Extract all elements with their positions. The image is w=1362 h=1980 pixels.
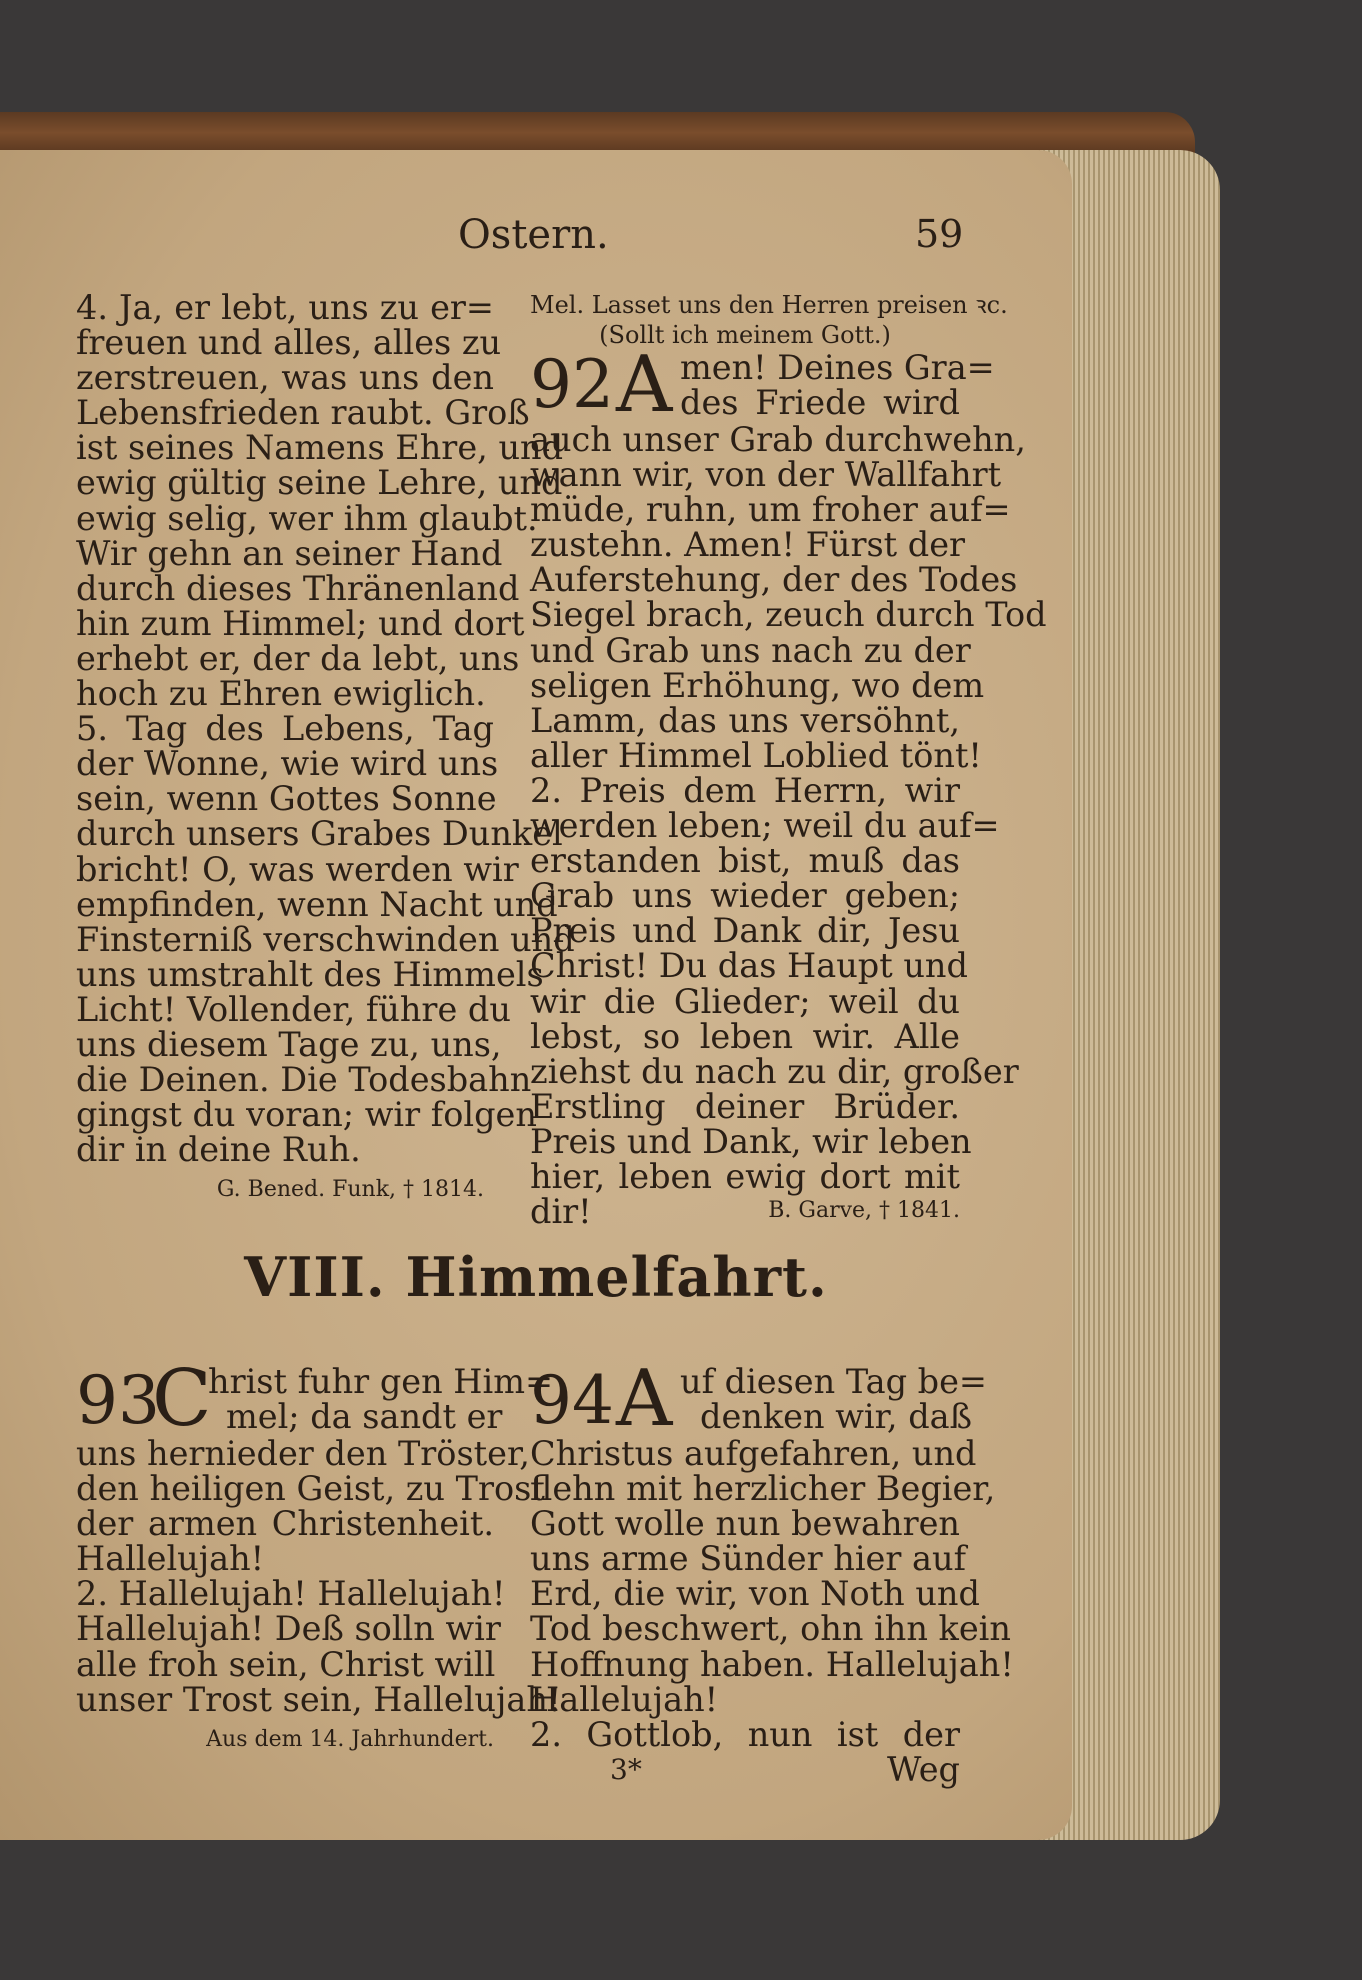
text-line: Erd, die wir, von Noth und xyxy=(530,1574,980,1614)
section-heading: VIII. Himmelfahrt. xyxy=(244,1245,828,1309)
hymn-94-opening xyxy=(530,1354,987,1444)
text-line: men! Deines Gra= xyxy=(680,348,995,387)
text-line: flehn mit herzlicher Begier, xyxy=(530,1469,996,1509)
text-line: aller Himmel Loblied tönt! xyxy=(530,735,982,775)
signature-mark: 3* xyxy=(610,1752,642,1786)
text-line: Hoffnung haben. Hallelujah! xyxy=(530,1644,1014,1684)
text-line: Preis und Dank dir, Jesu xyxy=(530,911,960,951)
text-line: mel; da sandt er xyxy=(226,1397,503,1437)
text-line: uns arme Sünder hier auf xyxy=(530,1539,966,1579)
text-line: der armen Christenheit. xyxy=(76,1504,494,1544)
hymn-92-opening xyxy=(530,340,995,430)
text-line: des Friede wird xyxy=(680,383,960,423)
drop-initial: A xyxy=(616,340,673,430)
text-line: und Grab uns nach zu der xyxy=(530,630,971,670)
hymn-93-text xyxy=(76,1434,562,1719)
author-signature: B. Garve, † 1841. xyxy=(768,1198,960,1224)
hymn-94-text xyxy=(530,1434,1014,1754)
text-line: 2. Hallelujah! Hallelujah! xyxy=(76,1574,506,1614)
text-line: werden leben; weil du auf= xyxy=(530,806,1000,846)
text-line: durch dieses Thränenland xyxy=(76,568,520,608)
hymn-93 xyxy=(76,1354,562,1757)
hymn-number: 92 xyxy=(530,346,614,423)
text-line: Christ! Du das Haupt und xyxy=(530,946,968,986)
text-line: Christus aufgefahren, und xyxy=(530,1434,977,1473)
text-line: durch unsers Grabes Dunkel xyxy=(76,814,563,854)
hymn-number: 94 xyxy=(530,1362,614,1439)
catchword: Weg xyxy=(887,1749,960,1789)
text-line: ewig gültig seine Lehre, und xyxy=(76,463,563,503)
melody-alternate: (Sollt ich meinem Gott.) xyxy=(599,321,891,349)
book-page xyxy=(0,150,1072,1840)
text-line: erhebt er, der da lebt, uns xyxy=(76,638,520,678)
text-line: Lamm, das uns versöhnt, xyxy=(530,700,960,740)
text-line: bricht! O, was werden wir xyxy=(76,849,519,889)
text-line: 2. Gottlob, nun ist der xyxy=(530,1714,960,1754)
text-line: Auferstehung, der des Todes xyxy=(530,560,1018,600)
text-line: Hallelujah! Deß solln wir xyxy=(76,1609,501,1649)
right-column xyxy=(530,290,1047,1232)
text-line: seligen Erhöhung, wo dem xyxy=(530,665,985,705)
text-line: die Deinen. Die Todesbahn xyxy=(76,1060,532,1100)
text-line: sein, wenn Gottes Sonne xyxy=(76,779,497,819)
text-line: dir in deine Ruh. xyxy=(76,1130,361,1170)
text-line: wir die Glieder; weil du xyxy=(530,981,960,1021)
text-line: Tod beschwert, ohn ihn kein xyxy=(530,1609,1011,1649)
text-line: Siegel brach, zeuch durch Tod xyxy=(530,595,1047,635)
text-line: alle froh sein, Christ will xyxy=(76,1644,496,1684)
text-line: lebst, so leben wir. Alle xyxy=(530,1016,960,1056)
text-line: zustehn. Amen! Fürst der xyxy=(530,525,966,565)
melody-line: Mel. Lasset uns den Herren preisen ꝛc. xyxy=(530,291,1008,319)
text-line: gingst du voran; wir folgen xyxy=(76,1095,537,1135)
hymn-93-opening xyxy=(76,1354,554,1444)
text-line: Preis und Dank, wir leben xyxy=(530,1121,972,1161)
text-line: 4. Ja, er lebt, uns zu er= xyxy=(76,288,494,327)
text-line: Licht! Vollender, führe du xyxy=(76,989,511,1029)
text-line: hin zum Himmel; und dort xyxy=(76,603,525,643)
text-line: 5. Tag des Lebens, Tag xyxy=(76,709,494,749)
page-number: 59 xyxy=(915,212,964,256)
drop-initial: C xyxy=(152,1354,212,1444)
text-line: erstanden bist, muß das xyxy=(530,841,960,881)
text-line: ziehst du nach zu dir, großer xyxy=(530,1051,1019,1091)
text-line: hoch zu Ehren ewiglich. xyxy=(76,674,486,714)
text-line: uns hernieder den Tröster, xyxy=(76,1434,530,1473)
text-line: uns diesem Tage zu, uns, xyxy=(76,1024,502,1064)
text-line: auch unser Grab durchwehn, xyxy=(530,420,1026,459)
text-line: ewig selig, wer ihm glaubt. xyxy=(76,498,538,538)
text-line: Finsterniß verschwinden und xyxy=(76,919,575,959)
text-line: den heiligen Geist, zu Trost xyxy=(76,1469,545,1509)
text-line: hier, leben ewig dort mit xyxy=(530,1156,960,1196)
text-line: Lebensfrieden raubt. Groß xyxy=(76,393,530,433)
text-line: der Wonne, wie wird uns xyxy=(76,744,499,784)
text-line: dir! xyxy=(530,1192,592,1232)
text-line: zerstreuen, was uns den xyxy=(76,358,494,398)
text-line: uns umstrahlt des Himmels xyxy=(76,954,544,994)
text-line: unser Trost sein, Hallelujah! xyxy=(76,1679,562,1719)
text-line: uf diesen Tag be= xyxy=(680,1362,987,1401)
text-line: Gott wolle nun bewahren xyxy=(530,1504,960,1544)
hymn-92-text xyxy=(530,420,1047,1196)
text-line: hrist fuhr gen Him= xyxy=(208,1362,554,1401)
text-line: Hallelujah! xyxy=(76,1539,265,1579)
text-line: 2. Preis dem Herrn, wir xyxy=(530,770,960,810)
text-line: Hallelujah! xyxy=(530,1679,719,1719)
text-line: Grab uns wieder geben; xyxy=(530,876,960,916)
text-line: Wir gehn an seiner Hand xyxy=(76,533,503,573)
hymn-94 xyxy=(530,1354,1014,1789)
running-header: Ostern. xyxy=(458,212,609,258)
drop-initial: A xyxy=(616,1354,673,1444)
text-line: freuen und alles, alles zu xyxy=(76,323,502,363)
author-signature: G. Bened. Funk, † 1814. xyxy=(216,1177,484,1203)
text-line: Erstling deiner Brüder. xyxy=(530,1086,960,1126)
text-line: denken wir, daß xyxy=(700,1397,973,1437)
author-signature: Aus dem 14. Jahrhundert. xyxy=(206,1726,494,1752)
text-line: empfinden, wenn Nacht und xyxy=(76,884,558,924)
hymn-number: 93 xyxy=(76,1362,160,1439)
text-line: wann wir, von der Wallfahrt xyxy=(530,455,1002,495)
text-line: ist seines Namens Ehre, und xyxy=(76,428,564,468)
text-line: müde, ruhn, um froher auf= xyxy=(530,490,1011,530)
